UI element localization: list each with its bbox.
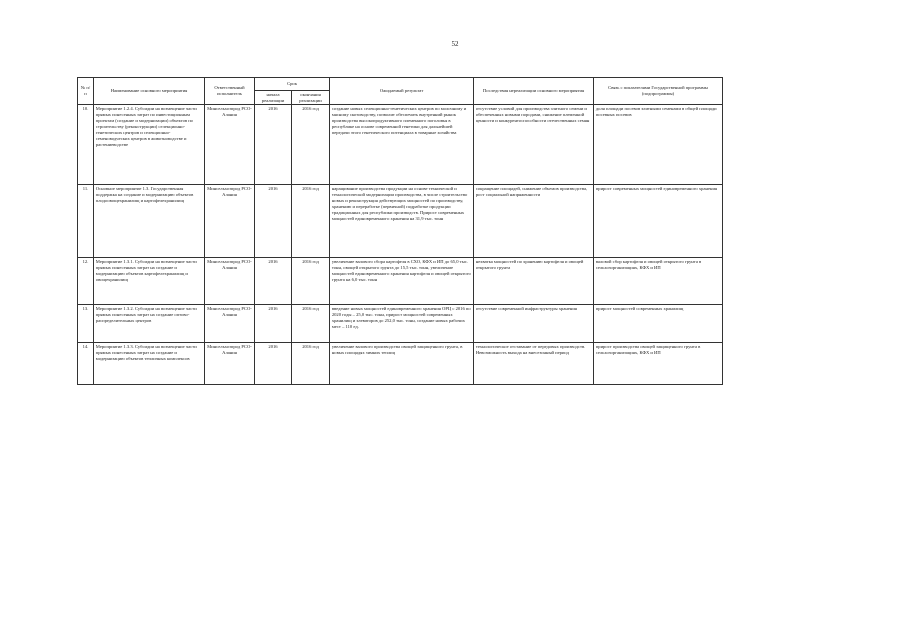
header-result: Ожидаемый результат <box>330 78 474 105</box>
row-num: 12. <box>78 258 94 305</box>
header-term: Срок <box>255 78 330 91</box>
row-start: 2016 <box>255 258 292 305</box>
row-num: 10. <box>78 105 94 185</box>
row-consequences: технологическое отставание от передовых производств. Невозможность выхода на внесезонный период <box>474 343 594 385</box>
header-link: Связь с показателями Государственной программы (подпрограммы) <box>594 78 723 105</box>
row-link: прирост мощностей современных хранилищ <box>594 305 723 343</box>
page-number: 52 <box>451 40 459 48</box>
row-executor: Минсельхозпрод РСО-Алания <box>205 343 255 385</box>
row-result: создание новых селекционно-генетических центров по молочному и мясному скотоводству, позволит обеспечить внутренний рынок производства высокопродуктивного племенного поголовья в республике на основе современной генетики для дальнейшей передачи этого генетического потенциала в товарные хозяйства <box>330 105 474 185</box>
header-end: окончания реализации <box>292 91 330 105</box>
row-result: увеличение валового производства овощей защищенного грунта, в новых площадях зимних теплиц <box>330 343 474 385</box>
row-executor: Минсельхозпрод РСО-Алания <box>205 258 255 305</box>
row-executor: Минсельхозпрод РСО-Алания <box>205 185 255 258</box>
row-start: 2016 <box>255 305 292 343</box>
row-name: Мероприятие 1.2.4. Субсидии на возмещение части прямых понесенных затрат по инвестиционным проектам (создание и модернизации) объектов по строительству (реконструкции) селекционно-генетических центров и селекционно-семеноводческих центров в животноводстве и растениеводстве <box>94 105 205 185</box>
row-consequences: отсутствие современной инфраструктуры хранения <box>474 305 594 343</box>
measures-table <box>77 77 723 385</box>
row-end: 2016 год <box>292 305 330 343</box>
row-end: 2016 год <box>292 258 330 305</box>
table-row <box>78 258 723 305</box>
header-num: № п/п <box>78 78 94 105</box>
row-consequences: нехватка мощностей по хранению картофеля и овощей открытого грунта <box>474 258 594 305</box>
row-name: Мероприятие 1.3.2. Субсидии на возмещение части прямых понесенных затрат на создание оптово-распределительных центров <box>94 305 205 343</box>
header-executor: Ответственный исполнитель <box>205 78 255 105</box>
row-link: прирост производства овощей защищенного грунта в сельхозорганизациях, КФХ и ИП <box>594 343 723 385</box>
row-executor: Минсельхозпрод РСО-Алания <box>205 105 255 185</box>
row-name: Основное мероприятие 1.3. Государственная поддержка на создание и модернизацию объектов плодоовощехранилищ и картофелехранилищ <box>94 185 205 258</box>
row-executor: Минсельхозпрод РСО-Алания <box>205 305 255 343</box>
header-row <box>78 78 723 91</box>
table-row <box>78 305 723 343</box>
row-num: 14. <box>78 343 94 385</box>
row-num: 13. <box>78 305 94 343</box>
row-start: 2016 <box>255 105 292 185</box>
row-consequences: сокращение площадей, снижение объемов производства, рост социальной напряженности <box>474 185 594 258</box>
row-link: доля площади посевов элитными семенами в общей площади посевных посевов <box>594 105 723 185</box>
row-name: Мероприятие 1.3.3. Субсидии на возмещение части прямых понесенных затрат на создание и модернизацию объектов тепличных комплексов <box>94 343 205 385</box>
row-link: прирост современных мощностей единовременного хранения <box>594 185 723 258</box>
row-end: 2016 год <box>292 105 330 185</box>
header-consequences: Последствия нереализации основного мероприятия <box>474 78 594 105</box>
row-result: увеличение валового сбора картофеля в СХО, КФХ и ИП до 65,0 тыс. тонн, овощей открытого грунта до 15,5 тыс. тонн, увеличение мощностей единовременного хранения картофеля и овощей открытого грунта на 6,0 тыс. тонн <box>330 258 474 305</box>
row-consequences: отсутствие условий для производства элитного семени и обеспеченных новыми породами, снижение племенной ценности и конкурентоспособности отечественных семян <box>474 105 594 185</box>
row-start: 2016 <box>255 343 292 385</box>
row-name: Мероприятие 1.3.1. Субсидии на возмещение части прямых понесенных затрат на создание и модернизацию объектов картофелехранилищ и овощехранилищ <box>94 258 205 305</box>
header-name: Наименование основного мероприятия <box>94 78 205 105</box>
row-end: 2016 год <box>292 343 330 385</box>
row-num: 11. <box>78 185 94 258</box>
row-start: 2016 <box>255 185 292 258</box>
table-row <box>78 185 723 258</box>
row-end: 2016 год <box>292 185 330 258</box>
table-row <box>78 105 723 185</box>
table-row <box>78 343 723 385</box>
row-result: наращивание производства продукции на основе технической и технологической модернизации производства, в числе строительство новых и реконструкция действующих мощностей по производству, хранению и переработке (первичной) подработке продукции традиционных для республики производств. Прирост современных мощностей единовременного хранения на 31,9 тыс. тонн <box>330 185 474 258</box>
header-start: начала реализации <box>255 91 292 105</box>
row-link: валовой сбор картофеля и овощей открытого грунта в сельхозорганизациях, КФХ и ИП <box>594 258 723 305</box>
row-result: введение новых мощностей единовременного хранения ОРЦ с 2016 по 2020 годы – 25,0 тыс. тонн, прирост мощностей современных хранилищ и элеваторов до 252,0 тыс. тонн, создание новых рабочих мест – 110 ед. <box>330 305 474 343</box>
